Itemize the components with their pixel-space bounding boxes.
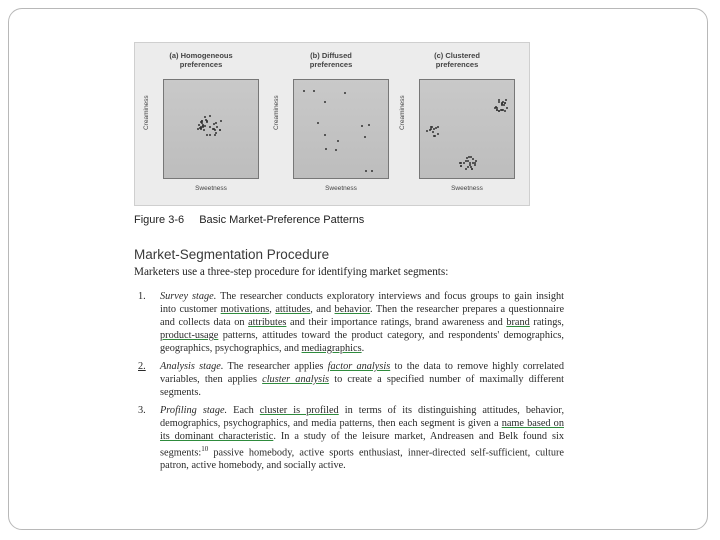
scatter-dot bbox=[313, 90, 315, 92]
scatter-dot bbox=[364, 136, 366, 138]
section-heading: Market-Segmentation Procedure bbox=[134, 247, 330, 262]
x-axis-label: Sweetness bbox=[195, 185, 227, 192]
link-behavior[interactable]: behavior bbox=[334, 304, 371, 315]
y-axis-label: Creaminess bbox=[143, 95, 150, 131]
step-text: , and bbox=[310, 304, 335, 315]
scatter-dot bbox=[204, 125, 206, 127]
scatter-plot-clustered bbox=[419, 79, 515, 179]
scatter-dot bbox=[337, 140, 339, 142]
figure-caption bbox=[134, 214, 554, 226]
link-factor-analysis[interactable]: factor analysis bbox=[327, 361, 391, 372]
step-number: 3. bbox=[138, 405, 146, 416]
figure-number: Figure 3-6 bbox=[134, 214, 185, 226]
scatter-dot bbox=[205, 119, 207, 121]
scatter-dot bbox=[204, 116, 206, 118]
scatter-dot bbox=[201, 122, 203, 124]
panel-diffused bbox=[271, 43, 391, 207]
link-product-usage[interactable]: product-usage bbox=[160, 330, 219, 341]
x-axis-label: Sweetness bbox=[451, 185, 483, 192]
panel-homogeneous bbox=[141, 43, 261, 207]
scatter-dot bbox=[368, 124, 370, 126]
stage-label: Analysis stage. bbox=[160, 361, 224, 372]
step-text: Each bbox=[227, 405, 260, 416]
scatter-dot bbox=[220, 120, 222, 122]
step-text: . bbox=[361, 343, 365, 354]
scatter-dot bbox=[201, 120, 203, 122]
step-text: in terms of its distinguishing attitudes, behavior, demographics, psychographics, and media patterns, then each segment is given a bbox=[160, 405, 565, 429]
step-profiling bbox=[138, 404, 565, 472]
scatter-dot bbox=[502, 101, 504, 103]
scatter-dot bbox=[429, 129, 431, 131]
scatter-dot bbox=[335, 149, 337, 151]
scatter-dot bbox=[460, 162, 462, 164]
scatter-dot bbox=[469, 162, 471, 164]
scatter-dot bbox=[474, 164, 476, 166]
scatter-dot bbox=[215, 122, 217, 124]
scatter-dot bbox=[432, 131, 434, 133]
scatter-dot bbox=[503, 104, 505, 106]
step-survey bbox=[138, 290, 565, 355]
scatter-dot bbox=[468, 156, 470, 158]
step-text: The researcher applies bbox=[223, 361, 328, 372]
figure-3-6 bbox=[134, 42, 530, 206]
stage-label: Profiling stage. bbox=[160, 405, 228, 416]
step-text: . In a study of the leisure market, Andreasen and Belk found six segments: bbox=[160, 431, 564, 459]
scatter-dot bbox=[215, 132, 217, 134]
footnote-marker: 10 bbox=[201, 445, 209, 453]
step-text: to the data to remove highly correlated variables, then applies bbox=[160, 361, 564, 385]
step-text: patterns, attitudes toward the product category, and respondents' demographics, geographics, psychographics, and bbox=[160, 330, 564, 354]
panel-clustered bbox=[397, 43, 517, 207]
scatter-dot bbox=[496, 109, 498, 111]
x-axis-label: Sweetness bbox=[325, 185, 357, 192]
scatter-dot bbox=[212, 128, 214, 130]
scatter-dot bbox=[498, 101, 500, 103]
scatter-dot bbox=[206, 134, 208, 136]
scatter-dot bbox=[371, 170, 373, 172]
panel-title: (a) Homogeneous preferences bbox=[169, 51, 233, 69]
scatter-dot bbox=[426, 130, 428, 132]
scatter-dot bbox=[197, 128, 199, 130]
link-cluster-is-profiled[interactable]: cluster is profiled bbox=[259, 405, 339, 416]
step-text: , bbox=[269, 304, 276, 315]
link-attributes[interactable]: attributes bbox=[248, 317, 287, 328]
scatter-dot bbox=[209, 134, 211, 136]
link-name-based-on-dominant-characteristic[interactable]: name based on its dominant characteristic bbox=[160, 418, 564, 442]
scatter-dot bbox=[467, 160, 469, 162]
y-axis-label: Creaminess bbox=[399, 95, 406, 131]
figure-title: Basic Market-Preference Patterns bbox=[199, 214, 365, 226]
scatter-dot bbox=[216, 126, 218, 128]
scatter-dot bbox=[465, 168, 467, 170]
scatter-dot bbox=[434, 135, 436, 137]
step-text: passive homebody, active sports enthusiast, inner-directed self-sufficient, culture patron, active homebody, and socially active. bbox=[160, 447, 564, 472]
scatter-dot bbox=[506, 107, 508, 109]
link-mediagraphics[interactable]: mediagraphics bbox=[301, 343, 362, 354]
step-text: . Then the researcher prepares a questionnaire and collects data on bbox=[160, 304, 565, 328]
panel-title: (b) Diffused preferences bbox=[309, 51, 353, 69]
scatter-dot bbox=[437, 133, 439, 135]
scatter-dot bbox=[463, 162, 465, 164]
step-text: and their importance ratings, brand awareness and bbox=[286, 317, 507, 328]
scatter-dot bbox=[361, 125, 363, 127]
scatter-dot bbox=[344, 92, 346, 94]
link-motivations[interactable]: motivations bbox=[220, 304, 270, 315]
step-text: to create a specified number of maximally different segments. bbox=[160, 374, 564, 398]
step-number: 1. bbox=[138, 291, 146, 302]
scatter-dot bbox=[435, 127, 437, 129]
scatter-dot bbox=[504, 110, 506, 112]
stage-label: Survey stage. bbox=[160, 291, 217, 302]
scatter-dot bbox=[324, 101, 326, 103]
panel-title: (c) Clustered preferences bbox=[434, 51, 480, 69]
scatter-dot bbox=[203, 129, 205, 131]
intro-paragraph: Marketers use a three-step procedure for identifying market segments: bbox=[134, 266, 449, 278]
scatter-dot bbox=[209, 126, 211, 128]
scatter-dot bbox=[365, 170, 367, 172]
scatter-dot bbox=[505, 99, 507, 101]
steps-list bbox=[138, 290, 565, 477]
link-attitudes[interactable]: attitudes bbox=[275, 304, 311, 315]
scatter-dot bbox=[467, 166, 469, 168]
scatter-dot bbox=[325, 148, 327, 150]
scatter-dot bbox=[470, 156, 472, 158]
scatter-plot-diffused bbox=[293, 79, 389, 179]
link-cluster-analysis[interactable]: cluster analysis bbox=[262, 374, 330, 385]
y-axis-label: Creaminess bbox=[273, 95, 280, 131]
scatter-dot bbox=[460, 165, 462, 167]
scatter-dot bbox=[317, 122, 319, 124]
scatter-dot bbox=[469, 164, 471, 166]
scatter-dot bbox=[324, 134, 326, 136]
scatter-dot bbox=[214, 129, 216, 131]
scatter-dot bbox=[303, 90, 305, 92]
scatter-dot bbox=[219, 129, 221, 131]
step-number: 2. bbox=[138, 361, 146, 372]
scatter-plot-homogeneous bbox=[163, 79, 259, 179]
scatter-dot bbox=[209, 115, 211, 117]
step-text: The researcher conducts exploratory interviews and focus groups to gain insight into customer bbox=[160, 291, 564, 315]
step-text: ratings, bbox=[529, 317, 564, 328]
step-analysis bbox=[138, 360, 564, 399]
link-brand[interactable]: brand bbox=[506, 317, 530, 328]
scatter-dot bbox=[471, 168, 473, 170]
